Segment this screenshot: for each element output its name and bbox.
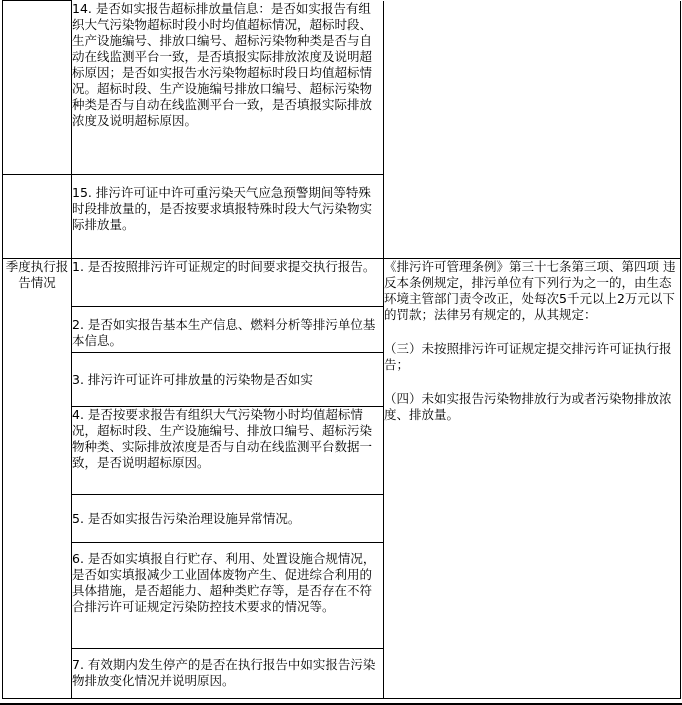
check-item-1: [72, 259, 384, 307]
legal-cell-empty: [384, 1, 681, 259]
check-item-text: 7. 有效期内发生停产的是否在执行报告中如实报告污染物排放变化情况并说明原因。: [72, 657, 376, 688]
check-item-text: 3. 排污许可证许可排放量的污染物是否如实: [72, 371, 313, 387]
check-item-4: [72, 407, 384, 495]
category-cell-empty: [3, 1, 72, 175]
check-item-3: [72, 353, 384, 407]
table-row: [3, 1, 681, 175]
legal-basis-cell: [384, 259, 681, 699]
check-item-7: [72, 649, 384, 699]
legal-basis-text: 《排污许可管理条例》第三十七条第三项、第四项 违反本条例规定，排污单位有下列行为之一的，由生态环境主管部门责令改正，处每次5千元以上2万元以下的罚款；法律另有规定的，从其规定：: [384, 259, 676, 322]
check-item-6: [72, 543, 384, 649]
legal-basis-clause-3: （三）未按照排污许可证规定提交排污许可证执行报告；: [384, 341, 672, 372]
check-item-2: [72, 307, 384, 353]
legal-basis-clause-4: （四）未如实报告污染物排放行为或者污染物排放浓度、排放量。: [384, 391, 672, 422]
check-item-text: 6. 是否如实填报自行贮存、利用、处置设施合规情况，是否如实填报减少工业固体废物产生、促进综合利用的具体措施，是否超能力、超种类贮存等，是否存在不符合排污许可证规定污染防控技术要求的情况等。: [72, 551, 376, 614]
check-item-text: 1. 是否按照排污许可证规定的时间要求提交执行报告。: [72, 259, 376, 274]
check-item-14: [72, 1, 384, 175]
table-row: [3, 259, 681, 307]
inspection-table: [2, 0, 681, 699]
check-item-text: 14. 是否如实报告超标排放量信息：是否如实报告有组织大气污染物超标时段小时均值超标情况，超标时段、生产设施编号、排放口编号、超标污染物种类是否与自动在线监测平台一致，是否填报实际排放浓度及说明超标原因；是否如实报告水污染物超标时段日均值超标情况。超标时段、生产设施编号排放口编号、超标污染物种类是否与自动在线监测平台一致，是否填报实际排放浓度及说明超标原因。: [72, 0, 373, 128]
check-item-5: [72, 495, 384, 543]
category-label: 季度执行报告情况: [5, 259, 69, 290]
check-item-15: [72, 175, 384, 259]
check-item-text: 5. 是否如实报告污染治理设施异常情况。: [72, 510, 301, 526]
check-item-text: 15. 排污许可证中许可重污染天气应急预警期间等特殊时段排放量的，是否按要求填报特殊时段大气污染物实际排放量。: [72, 185, 373, 232]
check-item-text: 2. 是否如实报告基本生产信息、燃料分析等排污单位基本信息。: [72, 317, 376, 348]
category-cell: [3, 259, 72, 699]
check-item-text: 4. 是否按要求报告有组织大气污染物小时均值超标情况，超标时段、生产设施编号、排放口编号、超标污染物种类、实际排放浓度是否与自动在线监测平台数据一致，是否说明超标原因。: [72, 407, 373, 470]
category-cell-empty: [3, 175, 72, 259]
